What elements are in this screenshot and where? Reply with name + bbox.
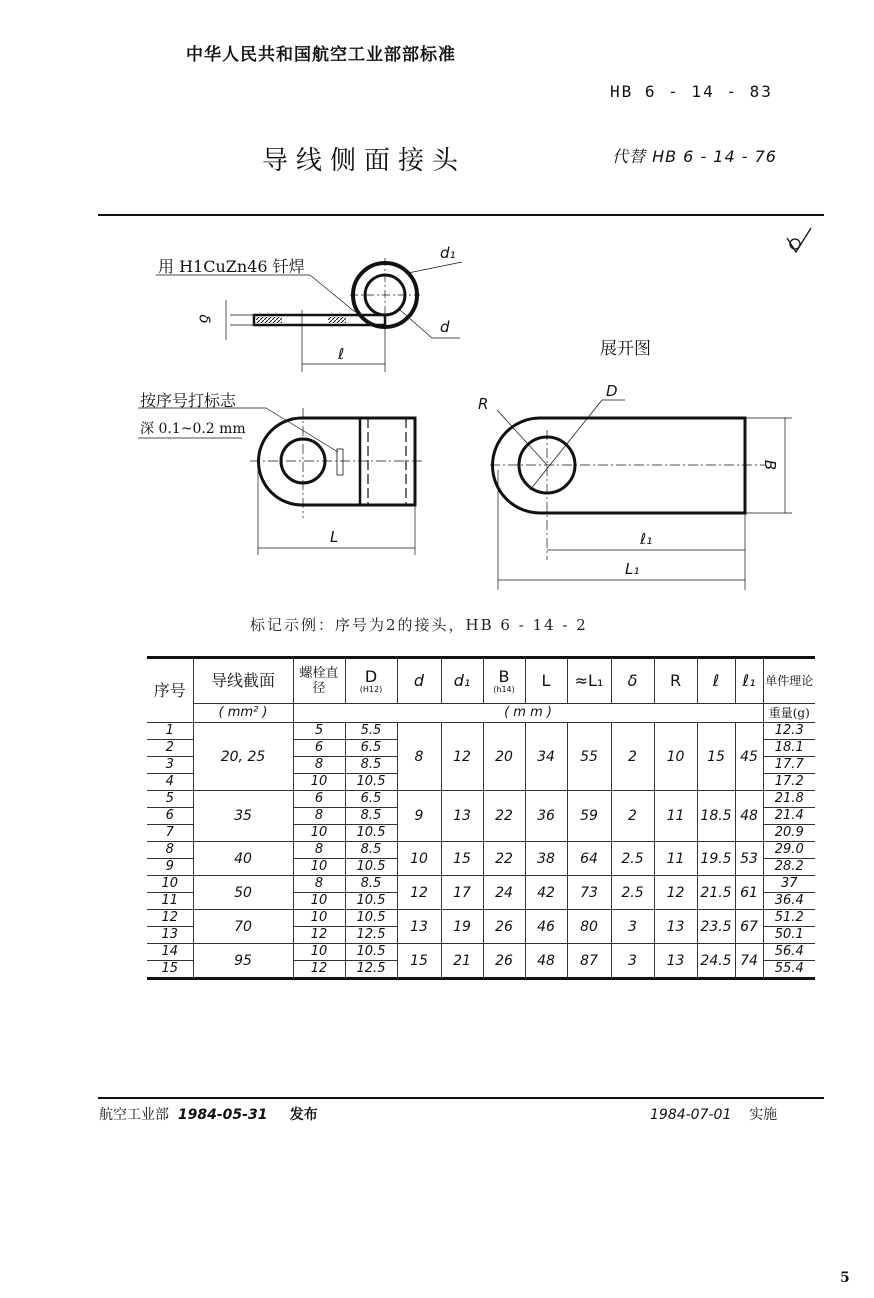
header-section: 导线截面 <box>193 658 293 704</box>
dimension-table <box>147 656 815 980</box>
cell-d1: 19 <box>441 910 483 944</box>
marking-note-line2: 深 0.1~0.2 mm <box>140 421 246 437</box>
cell-D: 10.5 <box>345 859 397 876</box>
table-body <box>147 723 815 979</box>
cell-seq: 8 <box>147 842 193 859</box>
dim-label-l: ℓ <box>338 345 345 363</box>
dim-label-L: L <box>330 528 339 546</box>
cell-mass: 37 <box>763 876 815 893</box>
header-mm-unit: ( m m ) <box>293 704 763 723</box>
cell-d: 8 <box>397 723 441 791</box>
cell-R: 13 <box>654 910 697 944</box>
cell-bolt: 5 <box>293 723 345 740</box>
cell-seq: 15 <box>147 961 193 979</box>
cell-mass: 20.9 <box>763 825 815 842</box>
cell-l: 18.5 <box>697 791 735 842</box>
cell-d: 13 <box>397 910 441 944</box>
cell-mass: 29.0 <box>763 842 815 859</box>
header-D: D (H12) <box>345 658 397 704</box>
table-row <box>147 791 815 808</box>
cell-bolt: 10 <box>293 893 345 910</box>
cell-bolt: 8 <box>293 876 345 893</box>
cell-R: 13 <box>654 944 697 979</box>
cell-seq: 3 <box>147 757 193 774</box>
cell-D: 12.5 <box>345 927 397 944</box>
cell-l: 24.5 <box>697 944 735 979</box>
unfolded-view-label: 展开图 <box>600 339 651 359</box>
footer-divider <box>98 1097 824 1099</box>
cell-seq: 13 <box>147 927 193 944</box>
cell-seq: 4 <box>147 774 193 791</box>
cell-D: 10.5 <box>345 910 397 927</box>
cell-mass: 21.8 <box>763 791 815 808</box>
issuing-organization: 中华人民共和国航空工业部部标准 <box>186 45 456 65</box>
dim-label-R: R <box>478 395 489 413</box>
cell-B: 20 <box>483 723 525 791</box>
cell-section: 70 <box>193 910 293 944</box>
cell-section: 95 <box>193 944 293 979</box>
cell-bolt: 12 <box>293 927 345 944</box>
cell-delta: 3 <box>611 944 654 979</box>
table-row <box>147 723 815 740</box>
dim-label-l1: ℓ₁ <box>640 530 653 548</box>
cell-seq: 14 <box>147 944 193 961</box>
dim-label-d: d <box>440 318 450 336</box>
cell-delta: 2.5 <box>611 876 654 910</box>
table-row <box>147 842 815 859</box>
cell-l: 15 <box>697 723 735 791</box>
cell-bolt: 10 <box>293 825 345 842</box>
header-L: L <box>525 658 567 704</box>
header-d1: d₁ <box>441 658 483 704</box>
cell-D: 10.5 <box>345 893 397 910</box>
cell-R: 10 <box>654 723 697 791</box>
cell-D: 8.5 <box>345 842 397 859</box>
cell-section: 50 <box>193 876 293 910</box>
cell-D: 10.5 <box>345 825 397 842</box>
cell-d: 9 <box>397 791 441 842</box>
table-row <box>147 876 815 893</box>
cell-R: 11 <box>654 842 697 876</box>
cell-d1: 13 <box>441 791 483 842</box>
cell-bolt: 12 <box>293 961 345 979</box>
brazing-note: 用 H1CuZn46 钎焊 <box>158 257 305 276</box>
header-l: ℓ <box>697 658 735 704</box>
cell-bolt: 10 <box>293 944 345 961</box>
cell-L: 36 <box>525 791 567 842</box>
header-L1: ≈L₁ <box>567 658 611 704</box>
cell-d1: 17 <box>441 876 483 910</box>
cell-D: 10.5 <box>345 774 397 791</box>
cell-d1: 21 <box>441 944 483 979</box>
footer-issue <box>99 1104 318 1124</box>
cell-L1: 73 <box>567 876 611 910</box>
cell-mass: 51.2 <box>763 910 815 927</box>
header-d: d <box>397 658 441 704</box>
cell-D: 6.5 <box>345 740 397 757</box>
cell-l1: 45 <box>735 723 763 791</box>
cell-mass: 50.1 <box>763 927 815 944</box>
cell-seq: 2 <box>147 740 193 757</box>
cell-L: 46 <box>525 910 567 944</box>
technical-drawing <box>0 0 874 600</box>
cell-section: 20, 25 <box>193 723 293 791</box>
cell-B: 22 <box>483 791 525 842</box>
cell-l1: 61 <box>735 876 763 910</box>
marking-example: 标记示例：序号为2的接头，HB 6 - 14 - 2 <box>250 616 588 634</box>
cell-D: 8.5 <box>345 808 397 825</box>
cell-delta: 2 <box>611 723 654 791</box>
cell-d: 12 <box>397 876 441 910</box>
cell-D: 8.5 <box>345 876 397 893</box>
cell-seq: 1 <box>147 723 193 740</box>
cell-L: 48 <box>525 944 567 979</box>
unfolded-view <box>490 400 792 590</box>
cell-L1: 87 <box>567 944 611 979</box>
cell-D: 10.5 <box>345 944 397 961</box>
table-row <box>147 944 815 961</box>
cell-bolt: 10 <box>293 774 345 791</box>
header-mass: 单件理论 <box>763 658 815 704</box>
page-title: 导线侧面接头 <box>262 146 467 176</box>
marking-note-line1: 按序号打标志 <box>140 391 237 410</box>
cell-l1: 67 <box>735 910 763 944</box>
header-B: B (h14) <box>483 658 525 704</box>
cell-R: 11 <box>654 791 697 842</box>
cell-seq: 11 <box>147 893 193 910</box>
cell-D: 5.5 <box>345 723 397 740</box>
cell-seq: 5 <box>147 791 193 808</box>
header-mass-unit: 重量(g) <box>763 704 815 723</box>
cell-L1: 55 <box>567 723 611 791</box>
cell-bolt: 6 <box>293 740 345 757</box>
dim-label-d1: d₁ <box>440 244 456 262</box>
cell-mass: 28.2 <box>763 859 815 876</box>
cell-mass: 55.4 <box>763 961 815 979</box>
cell-D: 8.5 <box>345 757 397 774</box>
header-seq: 序号 <box>147 658 193 723</box>
cell-delta: 2.5 <box>611 842 654 876</box>
header-section-unit: ( mm² ) <box>193 704 293 723</box>
cell-l1: 53 <box>735 842 763 876</box>
cell-B: 26 <box>483 910 525 944</box>
cell-bolt: 8 <box>293 757 345 774</box>
cell-R: 12 <box>654 876 697 910</box>
cell-d1: 15 <box>441 842 483 876</box>
issue-date: 1984-05-31 <box>177 1107 268 1123</box>
cell-bolt: 10 <box>293 859 345 876</box>
cell-l: 21.5 <box>697 876 735 910</box>
effective-date: 1984-07-01 <box>650 1107 732 1123</box>
cell-l: 19.5 <box>697 842 735 876</box>
cell-mass: 17.2 <box>763 774 815 791</box>
cell-bolt: 8 <box>293 808 345 825</box>
footer-effective <box>650 1104 777 1124</box>
cell-seq: 10 <box>147 876 193 893</box>
issue-label: 发布 <box>289 1107 318 1123</box>
cell-section: 35 <box>193 791 293 842</box>
cell-D: 12.5 <box>345 961 397 979</box>
cell-D: 6.5 <box>345 791 397 808</box>
page-number: 5 <box>840 1270 850 1286</box>
cell-bolt: 8 <box>293 842 345 859</box>
cell-mass: 56.4 <box>763 944 815 961</box>
cell-seq: 9 <box>147 859 193 876</box>
cell-B: 26 <box>483 944 525 979</box>
cell-seq: 7 <box>147 825 193 842</box>
cell-L1: 80 <box>567 910 611 944</box>
cell-mass: 36.4 <box>763 893 815 910</box>
cell-L1: 64 <box>567 842 611 876</box>
cell-B: 24 <box>483 876 525 910</box>
cell-mass: 21.4 <box>763 808 815 825</box>
header-delta: δ <box>611 658 654 704</box>
dim-label-D: D <box>606 382 618 400</box>
cell-L: 34 <box>525 723 567 791</box>
cell-d: 15 <box>397 944 441 979</box>
header-R: R <box>654 658 697 704</box>
cell-delta: 3 <box>611 910 654 944</box>
issuer: 航空工业部 <box>99 1107 169 1123</box>
cell-mass: 12.3 <box>763 723 815 740</box>
effective-label: 实施 <box>749 1107 778 1123</box>
dim-label-L1: L₁ <box>625 560 640 578</box>
cell-bolt: 6 <box>293 791 345 808</box>
cell-L: 42 <box>525 876 567 910</box>
dim-label-delta: δ <box>195 314 214 324</box>
replaces-standard: 代替 HB 6 - 14 - 76 <box>612 147 777 166</box>
cell-B: 22 <box>483 842 525 876</box>
cell-L1: 59 <box>567 791 611 842</box>
cell-seq: 6 <box>147 808 193 825</box>
header-l1: ℓ₁ <box>735 658 763 704</box>
cell-bolt: 10 <box>293 910 345 927</box>
header-bolt: 螺栓直径 <box>293 658 345 704</box>
cell-l1: 48 <box>735 791 763 842</box>
cell-mass: 17.7 <box>763 757 815 774</box>
table-row <box>147 910 815 927</box>
cell-seq: 12 <box>147 910 193 927</box>
cell-L: 38 <box>525 842 567 876</box>
cell-section: 40 <box>193 842 293 876</box>
cell-mass: 18.1 <box>763 740 815 757</box>
standard-number: HB 6 - 14 - 83 <box>610 82 773 101</box>
cell-l1: 74 <box>735 944 763 979</box>
cell-d: 10 <box>397 842 441 876</box>
cell-d1: 12 <box>441 723 483 791</box>
cell-l: 23.5 <box>697 910 735 944</box>
cell-delta: 2 <box>611 791 654 842</box>
dim-label-B: B <box>761 459 780 471</box>
